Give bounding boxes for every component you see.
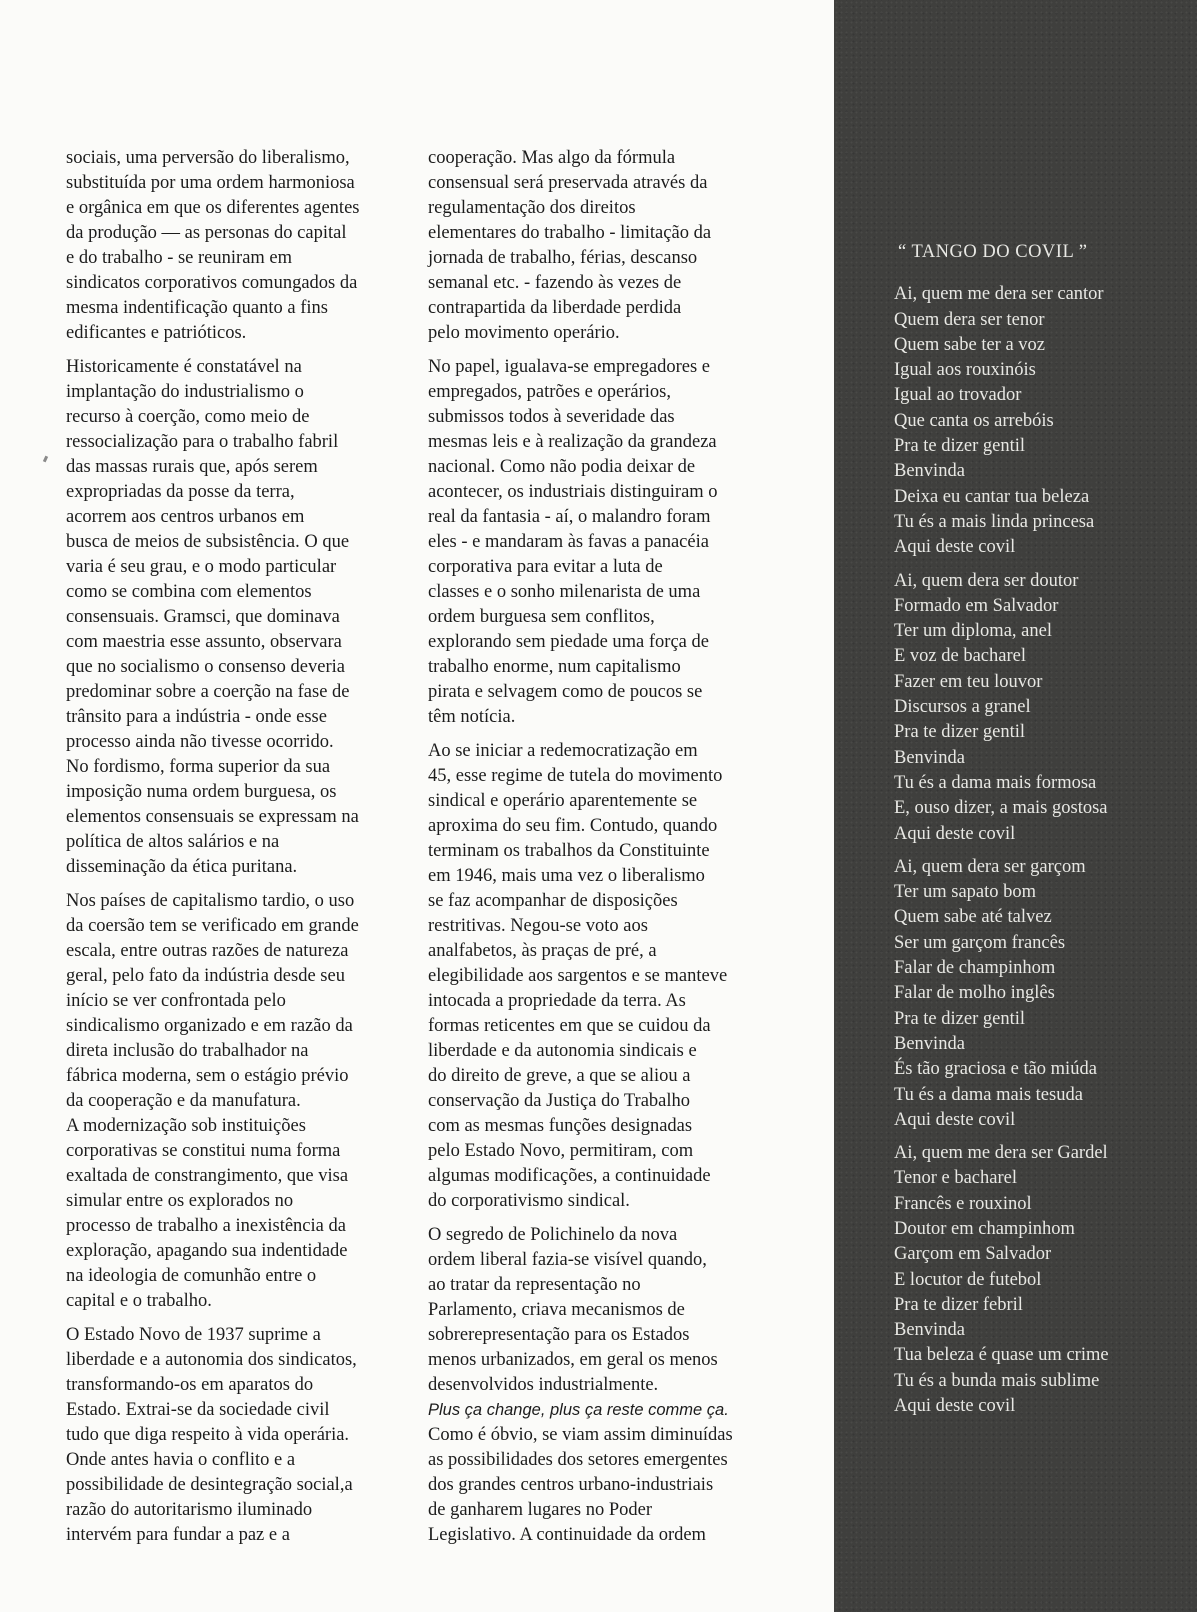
text-line: simular entre os explorados no bbox=[66, 1191, 294, 1211]
text-line: sindicalismo organizado e em razão da bbox=[66, 1016, 353, 1036]
text-line: eles - e mandaram às favas a panacéia bbox=[428, 532, 709, 552]
text-line: se faz acompanhar de disposições bbox=[428, 891, 678, 911]
paragraph bbox=[66, 146, 426, 346]
text-line: possibilidade de desintegração social,a bbox=[66, 1475, 353, 1495]
song-verse: Garçom em Salvador bbox=[894, 1244, 1052, 1265]
song-stanza bbox=[894, 855, 1194, 1133]
text-line: as possibilidades dos setores emergentes bbox=[428, 1450, 728, 1470]
song-verse: Ai, quem dera ser garçom bbox=[894, 856, 1086, 877]
song-verse: Igual ao trovador bbox=[894, 385, 1022, 406]
text-line: jornada de trabalho, férias, descanso bbox=[428, 248, 698, 268]
song-verse: E, ouso dizer, a mais gostosa bbox=[894, 798, 1108, 819]
song-verse: Tenor e bacharel bbox=[894, 1168, 1017, 1189]
text-line: com maestria esse assunto, observara bbox=[66, 632, 342, 652]
text-line: de ganharem lugares no Poder bbox=[428, 1500, 652, 1520]
song-verse: Francês e rouxinol bbox=[894, 1193, 1032, 1214]
text-line: fábrica moderna, sem o estágio prévio bbox=[66, 1066, 349, 1086]
text-line: restritivas. Negou-se voto aos bbox=[428, 916, 648, 936]
song-verse: Tu és a dama mais formosa bbox=[894, 772, 1097, 793]
text-line: ordem liberal fazia-se visível quando, bbox=[428, 1250, 707, 1270]
text-line: Como é óbvio, se viam assim diminuídas bbox=[428, 1425, 733, 1445]
text-line: e do trabalho - se reuniram em bbox=[66, 248, 293, 268]
text-line: formas reticentes em que se cuidou da bbox=[428, 1016, 711, 1036]
text-line: mesmas leis e à realização da grandeza bbox=[428, 432, 717, 452]
song-verse: Tu és a bunda mais sublime bbox=[894, 1370, 1100, 1391]
text-line: aproxima do seu fim. Contudo, quando bbox=[428, 816, 718, 836]
text-line: submissos todos à severidade das bbox=[428, 407, 675, 427]
text-line: exaltada de constrangimento, que visa bbox=[66, 1166, 349, 1186]
text-line: transformando-os em aparatos do bbox=[66, 1375, 314, 1395]
song-verse: Ai, quem me dera ser cantor bbox=[894, 284, 1104, 305]
text-line: acorrem aos centros urbanos em bbox=[66, 507, 305, 527]
middle-text-column bbox=[428, 146, 788, 1548]
text-line: razão do autoritarismo iluminado bbox=[66, 1500, 313, 1520]
song-verse: Benvinda bbox=[894, 1320, 965, 1341]
paragraph bbox=[66, 355, 426, 880]
song-verse: Doutor em champinhom bbox=[894, 1218, 1075, 1239]
text-line: predominar sobre a coerção na fase de bbox=[66, 682, 350, 702]
song-verse: Aqui deste covil bbox=[894, 1396, 1016, 1417]
text-line: analfabetos, às praças de pré, a bbox=[428, 941, 657, 961]
text-line: corporativa para evitar a luta de bbox=[428, 557, 663, 577]
text-line: trabalho enorme, num capitalismo bbox=[428, 657, 681, 677]
text-line: O segredo de Polichinelo da nova bbox=[428, 1225, 678, 1245]
song-verse: Fazer em teu louvor bbox=[894, 671, 1043, 692]
text-line: Parlamento, criava mecanismos de bbox=[428, 1300, 685, 1320]
text-line: na ideologia de comunhão entre o bbox=[66, 1266, 317, 1286]
text-line: escala, entre outras razões de natureza bbox=[66, 941, 349, 961]
text-line: em 1946, mais uma vez o liberalismo bbox=[428, 866, 705, 886]
song-verse: Tua beleza é quase um crime bbox=[894, 1345, 1109, 1366]
paragraph bbox=[428, 739, 788, 1214]
song-verse: Falar de molho inglês bbox=[894, 983, 1055, 1004]
paragraph bbox=[66, 889, 426, 1314]
text-line: exploração, apagando sua indentidade bbox=[66, 1241, 348, 1261]
text-line: conservação da Justiça do Trabalho bbox=[428, 1091, 691, 1111]
text-line: menos urbanizados, em geral os menos bbox=[428, 1350, 718, 1370]
text-line: capital e o trabalho. bbox=[66, 1291, 212, 1311]
text-line: elegibilidade aos sargentos e se manteve bbox=[428, 966, 728, 986]
song-verse: Ai, quem dera ser doutor bbox=[894, 570, 1079, 591]
song-verse: Aqui deste covil bbox=[894, 1109, 1016, 1130]
song-title: “ TANGO DO COVIL ” bbox=[898, 242, 1088, 262]
text-line: geral, pelo fato da indústria desde seu bbox=[66, 966, 345, 986]
text-line: direta inclusão do trabalhador na bbox=[66, 1041, 309, 1061]
text-line: ressocialização para o trabalho fabril bbox=[66, 432, 339, 452]
text-line: sindical e operário aparentemente se bbox=[428, 791, 698, 811]
text-line: acontecer, os industriais distinguiram o bbox=[428, 482, 718, 502]
text-line: expropriadas da posse da terra, bbox=[66, 482, 295, 502]
text-line: No papel, igualava-se empregadores e bbox=[428, 357, 710, 377]
text-line: nacional. Como não podia deixar de bbox=[428, 457, 696, 477]
text-line: Estado. Extrai-se da sociedade civil bbox=[66, 1400, 330, 1420]
paragraph bbox=[66, 1323, 426, 1548]
paragraph bbox=[428, 355, 788, 730]
text-line: disseminação da ética puritana. bbox=[66, 857, 298, 877]
text-line: semanal etc. - fazendo às vezes de bbox=[428, 273, 682, 293]
text-line: Nos países de capitalismo tardio, o uso bbox=[66, 891, 355, 911]
text-line: da produção — as personas do capital bbox=[66, 223, 347, 243]
text-line: Onde antes havia o conflito e a bbox=[66, 1450, 296, 1470]
song-verse: Pra te dizer febril bbox=[894, 1294, 1023, 1315]
text-line: sobrerepresentação para os Estados bbox=[428, 1325, 690, 1345]
text-line: busca de meios de subsistência. O que bbox=[66, 532, 350, 552]
text-line: imposição numa ordem burguesa, os bbox=[66, 782, 337, 802]
text-line: liberdade e da autonomia sindicais e bbox=[428, 1041, 697, 1061]
song-verse: Benvinda bbox=[894, 747, 965, 768]
text-line: da cooperação e da manufatura. bbox=[66, 1091, 301, 1111]
text-line: dos grandes centros urbano-industriais bbox=[428, 1475, 714, 1495]
text-line: pelo movimento operário. bbox=[428, 323, 620, 343]
text-line: liberdade e a autonomia dos sindicatos, bbox=[66, 1350, 357, 1370]
text-line: intervém para fundar a paz e a bbox=[66, 1525, 290, 1545]
text-line: terminam os trabalhos da Constituinte bbox=[428, 841, 710, 861]
text-line: tudo que diga respeito à vida operária. bbox=[66, 1425, 350, 1445]
text-line: contrapartida da liberdade perdida bbox=[428, 298, 682, 318]
text-line: intocada a propriedade da terra. As bbox=[428, 991, 686, 1011]
text-line: substituída por uma ordem harmoniosa bbox=[66, 173, 355, 193]
text-line: com as mesmas funções designadas bbox=[428, 1116, 693, 1136]
text-line: 45, esse regime de tutela do movimento bbox=[428, 766, 723, 786]
text-line: do direito de greve, a que se aliou a bbox=[428, 1066, 691, 1086]
song-verse: Que canta os arrebóis bbox=[894, 410, 1054, 431]
song-stanzas bbox=[894, 282, 1194, 1419]
song-verse: Pra te dizer gentil bbox=[894, 436, 1025, 457]
song-verse: Benvinda bbox=[894, 1033, 965, 1054]
text-line: do corporativismo sindical. bbox=[428, 1191, 630, 1211]
text-line: desenvolvidos industrialmente. bbox=[428, 1375, 659, 1395]
text-line: sociais, uma perversão do liberalismo, bbox=[66, 148, 350, 168]
text-line: consensuais. Gramsci, que dominava bbox=[66, 607, 340, 627]
text-line: edificantes e patrióticos. bbox=[66, 323, 247, 343]
song-verse: Quem sabe até talvez bbox=[894, 907, 1052, 928]
song-verse: Ser um garçom francês bbox=[894, 932, 1066, 953]
song-stanza bbox=[894, 569, 1194, 847]
song-verse: És tão graciosa e tão miúda bbox=[894, 1059, 1097, 1080]
text-line: varia é seu grau, e o modo particular bbox=[66, 557, 337, 577]
text-line: das massas rurais que, após serem bbox=[66, 457, 318, 477]
song-verse: Quem sabe ter a voz bbox=[894, 334, 1046, 355]
text-line: classes e o sonho milenarista de uma bbox=[428, 582, 701, 602]
text-line: da coersão tem se verificado em grande bbox=[66, 916, 359, 936]
song-verse: Aqui deste covil bbox=[894, 823, 1016, 844]
text-line: Historicamente é constatável na bbox=[66, 357, 302, 377]
song-lyrics bbox=[894, 240, 1194, 1427]
text-line: elementos consensuais se expressam na bbox=[66, 807, 359, 827]
text-line: processo ainda não tivesse ocorrido. bbox=[66, 732, 334, 752]
text-line: sindicatos corporativos comungados da bbox=[66, 273, 358, 293]
text-line: início se ver confrontada pelo bbox=[66, 991, 286, 1011]
song-verse: Discursos a granel bbox=[894, 697, 1031, 718]
song-verse: E locutor de futebol bbox=[894, 1269, 1042, 1290]
text-line: regulamentação dos direitos bbox=[428, 198, 636, 218]
song-verse: Tu és a dama mais tesuda bbox=[894, 1084, 1083, 1105]
text-line: trânsito para a indústria - onde esse bbox=[66, 707, 327, 727]
text-line: corporativas se constitui numa forma bbox=[66, 1141, 341, 1161]
text-line: processo de trabalho a inexistência da bbox=[66, 1216, 346, 1236]
song-stanza bbox=[894, 1141, 1194, 1419]
song-verse: Falar de champinhom bbox=[894, 958, 1056, 979]
text-line: que no socialismo o consenso deveria bbox=[66, 657, 345, 677]
text-line: ordem burguesa sem conflitos, bbox=[428, 607, 655, 627]
text-line: No fordismo, forma superior da sua bbox=[66, 757, 331, 777]
left-text-column bbox=[66, 146, 426, 1557]
song-verse: Pra te dizer gentil bbox=[894, 722, 1025, 743]
text-line: Legislativo. A continuidade da ordem bbox=[428, 1525, 706, 1545]
song-verse: Igual aos rouxinóis bbox=[894, 360, 1036, 381]
paragraph bbox=[428, 1223, 788, 1548]
text-line: como se combina com elementos bbox=[66, 582, 312, 602]
song-verse: Quem dera ser tenor bbox=[894, 309, 1045, 330]
text-line: A modernização sob instituições bbox=[66, 1116, 306, 1136]
song-verse: Formado em Salvador bbox=[894, 595, 1059, 616]
text-line: Ao se iniciar a redemocratização em bbox=[428, 741, 698, 761]
song-stanza bbox=[894, 282, 1194, 560]
song-verse: Ter um sapato bom bbox=[894, 882, 1037, 903]
italic-quote-line: Plus ça change, plus ça reste comme ça. bbox=[428, 1401, 729, 1419]
text-line: O Estado Novo de 1937 suprime a bbox=[66, 1325, 321, 1345]
song-verse: Ter um diploma, anel bbox=[894, 621, 1052, 642]
stray-ink-mark bbox=[43, 456, 48, 463]
text-line: política de altos salários e na bbox=[66, 832, 280, 852]
song-verse: Tu és a mais linda princesa bbox=[894, 511, 1095, 532]
text-line: real da fantasia - aí, o malandro foram bbox=[428, 507, 711, 527]
text-line: cooperação. Mas algo da fórmula bbox=[428, 148, 676, 168]
song-verse: Aqui deste covil bbox=[894, 537, 1016, 558]
text-line: consensual será preservada através da bbox=[428, 173, 708, 193]
text-line: têm notícia. bbox=[428, 707, 516, 727]
paragraph bbox=[428, 146, 788, 346]
text-line: ao tratar da representação no bbox=[428, 1275, 641, 1295]
text-line: pirata e selvagem como de poucos se bbox=[428, 682, 703, 702]
text-line: recurso à coerção, como meio de bbox=[66, 407, 310, 427]
song-verse: Benvinda bbox=[894, 461, 965, 482]
song-verse: Deixa eu cantar tua beleza bbox=[894, 486, 1090, 507]
song-verse: E voz de bacharel bbox=[894, 646, 1026, 667]
song-verse: Ai, quem me dera ser Gardel bbox=[894, 1143, 1108, 1164]
text-line: mesma indentificação quanto a fins bbox=[66, 298, 328, 318]
text-line: explorando sem piedade uma força de bbox=[428, 632, 709, 652]
text-line: pelo Estado Novo, permitiram, com bbox=[428, 1141, 694, 1161]
text-line: elementares do trabalho - limitação da bbox=[428, 223, 712, 243]
text-line: e orgânica em que os diferentes agentes bbox=[66, 198, 360, 218]
text-line: empregados, patrões e operários, bbox=[428, 382, 671, 402]
song-verse: Pra te dizer gentil bbox=[894, 1008, 1025, 1029]
text-line: algumas modificações, a continuidade bbox=[428, 1166, 711, 1186]
text-line: implantação do industrialismo o bbox=[66, 382, 304, 402]
